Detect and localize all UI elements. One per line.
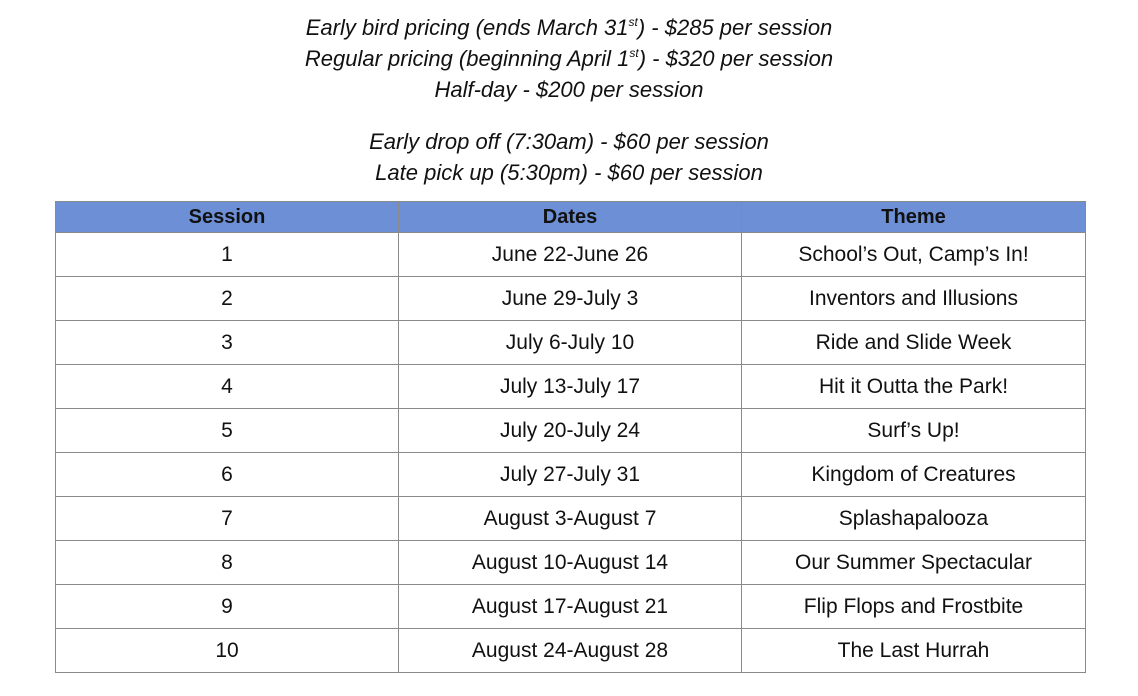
early-drop-off-pricing: Early drop off (7:30am) - $60 per session xyxy=(369,129,769,154)
theme-cell: Flip Flops and Frostbite xyxy=(742,585,1086,629)
dates-cell: July 27-July 31 xyxy=(399,453,742,497)
late-pick-up-pricing: Late pick up (5:30pm) - $60 per session xyxy=(375,160,763,185)
dates-cell: July 13-July 17 xyxy=(399,365,742,409)
dates-cell: August 17-August 21 xyxy=(399,585,742,629)
table-row xyxy=(56,365,1086,409)
session-cell: 6 xyxy=(56,453,399,497)
spacer xyxy=(0,105,1138,126)
regular-pricing: Regular pricing (beginning April 1st) - $320 per session xyxy=(304,46,834,71)
dates-cell: August 3-August 7 xyxy=(399,497,742,541)
table-row xyxy=(56,453,1086,497)
table-row xyxy=(56,233,1086,277)
dates-cell: June 22-June 26 xyxy=(399,233,742,277)
theme-cell: Kingdom of Creatures xyxy=(742,453,1086,497)
dates-cell: August 10-August 14 xyxy=(399,541,742,585)
session-cell: 7 xyxy=(56,497,399,541)
session-cell: 5 xyxy=(56,409,399,453)
table-row xyxy=(56,321,1086,365)
table-row xyxy=(56,409,1086,453)
table-row xyxy=(56,541,1086,585)
dates-cell: August 24-August 28 xyxy=(399,629,742,673)
column-header-session: Session xyxy=(56,202,399,233)
theme-cell: Splashapalooza xyxy=(742,497,1086,541)
session-cell: 8 xyxy=(56,541,399,585)
session-cell: 9 xyxy=(56,585,399,629)
early-bird-pricing: Early bird pricing (ends March 31st) - $285 per session xyxy=(305,15,833,40)
theme-cell: The Last Hurrah xyxy=(742,629,1086,673)
dates-cell: July 6-July 10 xyxy=(399,321,742,365)
table-row xyxy=(56,497,1086,541)
session-cell: 1 xyxy=(56,233,399,277)
theme-cell: School’s Out, Camp’s In! xyxy=(742,233,1086,277)
half-day-pricing: Half-day - $200 per session xyxy=(434,77,704,102)
session-cell: 4 xyxy=(56,365,399,409)
session-cell: 3 xyxy=(56,321,399,365)
dates-cell: July 20-July 24 xyxy=(399,409,742,453)
column-header-theme: Theme xyxy=(742,202,1086,233)
theme-cell: Hit it Outta the Park! xyxy=(742,365,1086,409)
session-cell: 10 xyxy=(56,629,399,673)
table-row xyxy=(56,629,1086,673)
column-header-dates: Dates xyxy=(399,202,742,233)
table-row xyxy=(56,277,1086,321)
theme-cell: Surf’s Up! xyxy=(742,409,1086,453)
session-cell: 2 xyxy=(56,277,399,321)
pricing-info xyxy=(0,12,1138,188)
sessions-table xyxy=(55,201,1086,673)
table-row xyxy=(56,585,1086,629)
table-header-row xyxy=(56,202,1086,233)
theme-cell: Our Summer Spectacular xyxy=(742,541,1086,585)
theme-cell: Inventors and Illusions xyxy=(742,277,1086,321)
dates-cell: June 29-July 3 xyxy=(399,277,742,321)
theme-cell: Ride and Slide Week xyxy=(742,321,1086,365)
